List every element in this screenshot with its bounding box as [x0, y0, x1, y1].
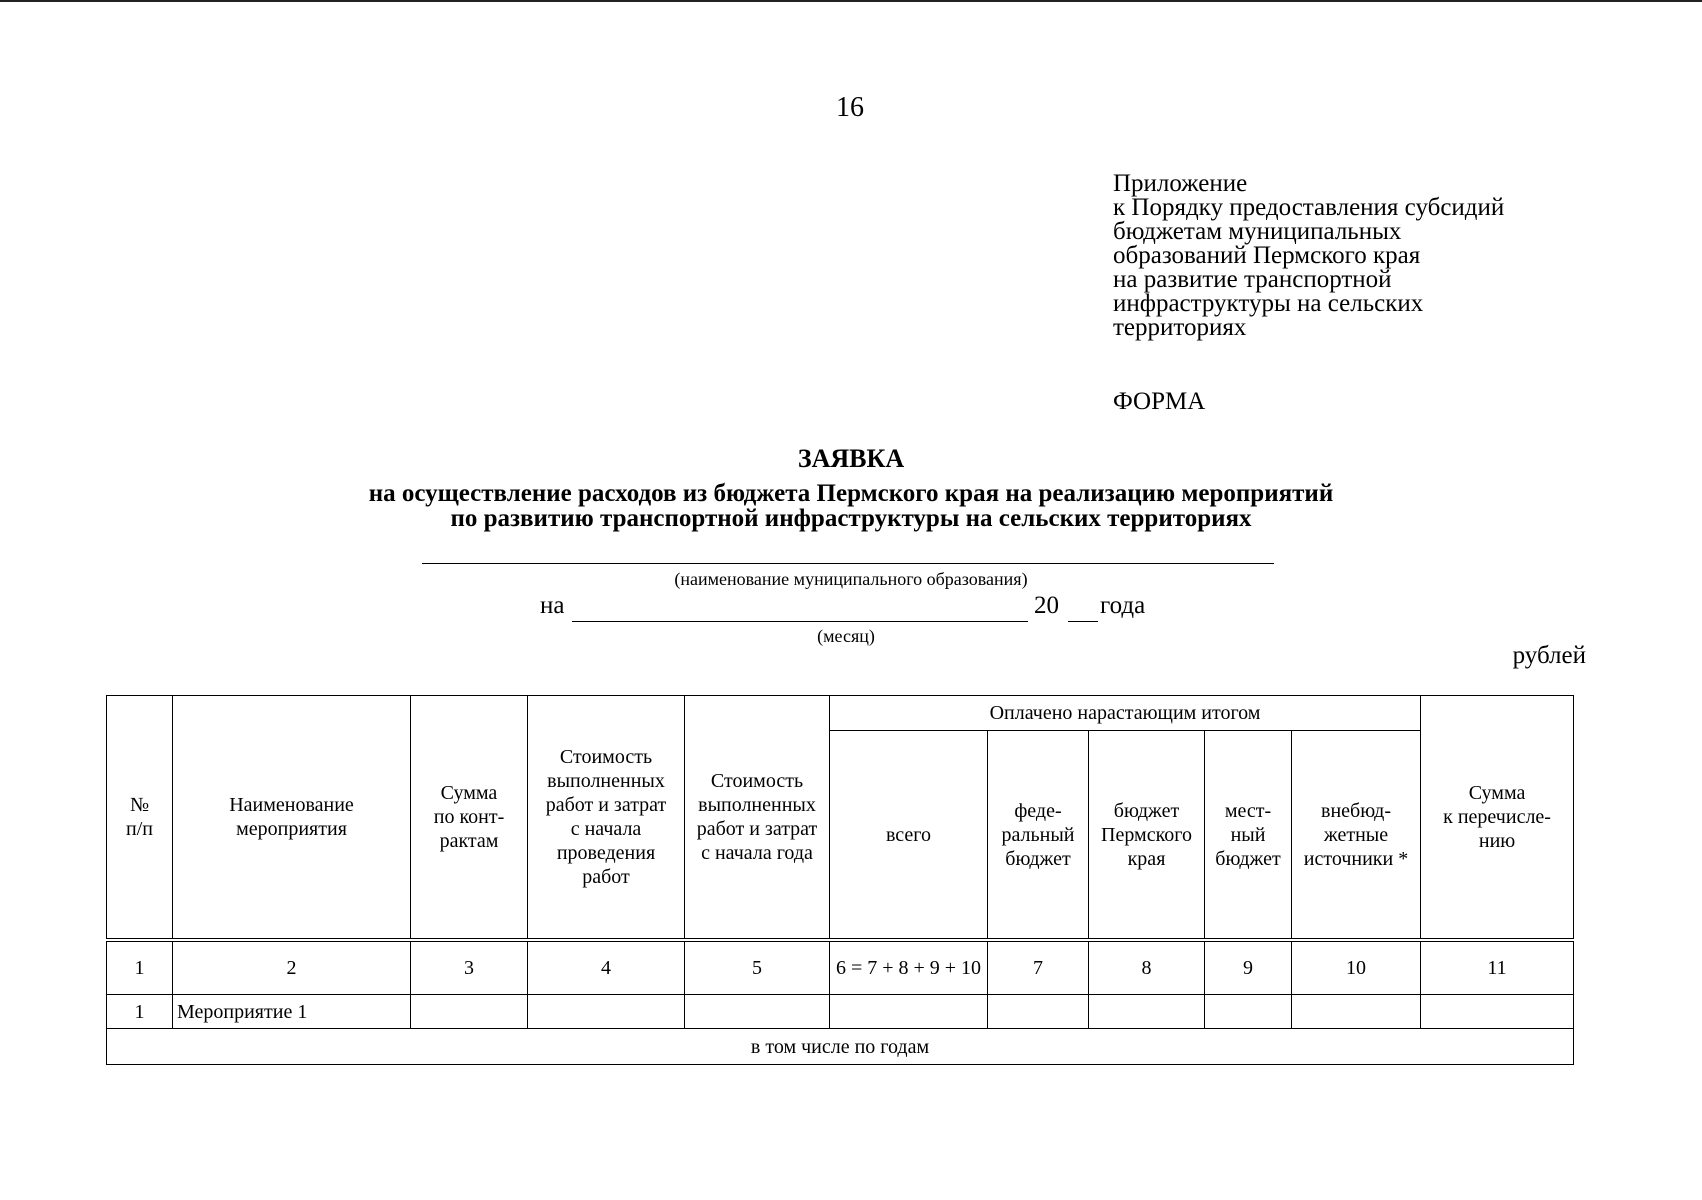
col-header-name: Наименование мероприятия [173, 696, 411, 941]
appendix-line: бюджетам муниципальных [1113, 218, 1402, 245]
year-field[interactable] [1068, 621, 1098, 622]
event-local-cell[interactable] [1205, 995, 1292, 1029]
col-header-contracts: Сумма по конт- рактам [411, 696, 528, 941]
col-header-cost-since-year: Стоимость выполненных работ и затрат с начала года [685, 696, 830, 941]
col-group-paid-cumulative: Оплачено нарастающим итогом [830, 696, 1421, 731]
month-field[interactable] [572, 621, 1028, 622]
appendix-line: инфраструктуры на сельских [1113, 290, 1424, 317]
event-regional-cell[interactable] [1089, 995, 1205, 1029]
column-number-cell: 11 [1421, 940, 1574, 995]
table-header-row [107, 696, 1574, 731]
event-federal-cell[interactable] [988, 995, 1089, 1029]
appendix-line: образований Пермского края [1113, 242, 1421, 269]
year-prefix: 20 [1034, 592, 1059, 619]
column-number-cell: 7 [988, 940, 1089, 995]
column-number-cell: 3 [411, 940, 528, 995]
column-number-cell: 9 [1205, 940, 1292, 995]
event-transfer-cell[interactable] [1421, 995, 1574, 1029]
column-number-cell: 8 [1089, 940, 1205, 995]
event-total-cell[interactable] [830, 995, 988, 1029]
event-name-cell: Мероприятие 1 [173, 995, 411, 1029]
event-cost-year-cell[interactable] [685, 995, 830, 1029]
date-prefix: на [540, 592, 565, 619]
form-label: ФОРМА [1113, 388, 1206, 415]
municipality-caption: (наименование муниципального образования) [674, 569, 1028, 589]
appendix-line: Приложение [1113, 170, 1248, 197]
document-subtitle-line1: на осуществление расходов из бюджета Пермского края на реализацию мероприятий [368, 480, 1334, 507]
document-subtitle-line2: по развитию транспортной инфраструктуры на сельских территориях [450, 505, 1252, 532]
column-number-cell: 6 = 7 + 8 + 9 + 10 [830, 940, 988, 995]
month-caption: (месяц) [817, 626, 875, 646]
col-header-extra: внебюд- жетные источники * [1292, 731, 1421, 941]
document-title: ЗАЯВКА [797, 444, 905, 473]
request-table [106, 695, 1574, 1065]
col-header-total: всего [830, 731, 988, 941]
event-extra-cell[interactable] [1292, 995, 1421, 1029]
column-number-cell: 1 [107, 940, 173, 995]
table-row [107, 995, 1574, 1029]
page-top-edge [0, 0, 1702, 2]
appendix-line: территориях [1113, 314, 1247, 341]
col-header-regional: бюджет Пермского края [1089, 731, 1205, 941]
appendix-line: на развитие транспортной [1113, 266, 1392, 293]
event-num-cell: 1 [107, 995, 173, 1029]
page-number: 16 [836, 92, 864, 123]
table-row [107, 1029, 1574, 1065]
column-number-cell: 2 [173, 940, 411, 995]
col-header-federal: феде- ральный бюджет [988, 731, 1089, 941]
event-contracts-cell[interactable] [411, 995, 528, 1029]
years-breakdown-cell: в том числе по годам [107, 1029, 1574, 1065]
column-number-cell: 5 [685, 940, 830, 995]
column-number-cell: 4 [528, 940, 685, 995]
col-header-num: № п/п [107, 696, 173, 941]
appendix-line: к Порядку предоставления субсидий [1113, 194, 1505, 221]
col-header-transfer: Сумма к перечисле- нию [1421, 696, 1574, 941]
column-number-row [107, 940, 1574, 995]
appendix-block [1113, 172, 1504, 340]
municipality-name-field[interactable] [422, 563, 1274, 564]
year-suffix: года [1100, 592, 1146, 619]
col-header-local: мест- ный бюджет [1205, 731, 1292, 941]
event-cost-start-cell[interactable] [528, 995, 685, 1029]
column-number-cell: 10 [1292, 940, 1421, 995]
currency-units: рублей [1512, 642, 1586, 669]
col-header-cost-since-start: Стоимость выполненных работ и затрат с начала проведения работ [528, 696, 685, 941]
